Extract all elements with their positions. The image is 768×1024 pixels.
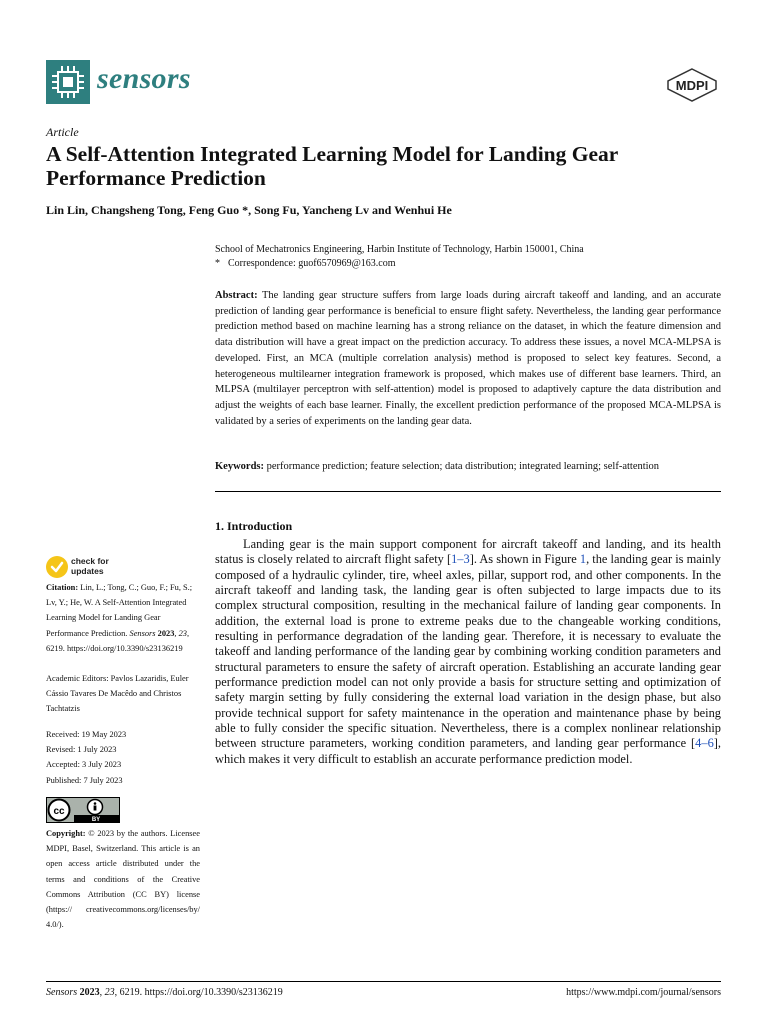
check-updates-line1: check for	[71, 556, 109, 566]
reference-link[interactable]: 4–6	[695, 736, 714, 751]
cc-by-license-icon[interactable]	[46, 797, 120, 823]
author-list: Lin Lin, Changsheng Tong, Feng Guo *, Song Fu, Yancheng Lv and Wenhui He	[46, 203, 452, 217]
intro-text: Landing gear is the main support component for aircraft takeoff and landing, and its health status is closely related to aircraft flight safety [	[215, 537, 721, 567]
journal-logo-icon	[46, 60, 90, 104]
journal-name[interactable]: sensors	[97, 62, 191, 95]
accepted-date: Accepted: 3 July 2023	[46, 760, 122, 770]
citation-journal: Sensors	[129, 628, 156, 638]
intro-text: ]. As shown in Figure	[469, 552, 580, 567]
intro-text: ], which makes it very difficult to establish an accurate performance prediction model.	[215, 736, 721, 766]
abstract-label: Abstract:	[215, 290, 258, 301]
check-icon	[46, 556, 68, 578]
introduction-paragraph	[215, 537, 721, 767]
citation-volume: , 23	[174, 628, 187, 638]
publication-dates	[46, 727, 200, 788]
citation-doi[interactable]: , 6219. https://doi.org/10.3390/s23136219	[46, 628, 190, 653]
keywords-label: Keywords:	[215, 461, 264, 472]
article-title: A Self-Attention Integrated Learning Model for Landing Gear Performance Prediction	[46, 142, 618, 190]
published-date: Published: 7 July 2023	[46, 775, 123, 785]
section-heading: 1. Introduction	[215, 519, 293, 533]
footer-divider	[46, 981, 721, 982]
abstract-text: The landing gear structure suffers from large loads during aircraft takeoff and landing, and an accurate prediction of landing gear performance is beneficial to ensure flight safety. Nevertheless, the landing gear performance prediction method based on machine learning has a strong reliance on the dataset, in which the feature dimension and data distribution will have a great impact on the prediction accuracy. To address these issues, a novel MCA-MLPSA is developed. First, an MCA (multiple correlation analysis) method is proposed to select key features. Second, a heterogeneous multilearner integration framework is proposed, which makes use of different base learners. Third, an MLPSA (multilayer perceptron with self-attention) model is proposed to adaptively capture the data distribution and adjust the weights of each base learner. Finally, the excellent prediction performance of the proposed MCA-MLPSA is validated by a series of experiments on the landing gear data.	[215, 290, 722, 427]
keywords	[215, 459, 735, 474]
correspondence-star: *	[215, 258, 220, 269]
citation	[46, 580, 200, 656]
academic-editors: Academic Editors: Pavlos Lazaridis, Euler Cássio Tavares De Macêdo and Christos Tachtatzis	[46, 674, 189, 714]
revised-date: Revised: 1 July 2023	[46, 745, 117, 755]
divider	[215, 491, 721, 492]
footer-doi[interactable]: , 6219. https://doi.org/10.3390/s23136219	[114, 987, 283, 998]
copyright-text: © 2023 by the authors. Licensee MDPI, Basel, Switzerland. This article is an open access article distributed under the terms and conditions of the Creative Commons Attribution (CC BY) license (https:// creativecommons.org/licenses/by/ 4.0/).	[46, 829, 200, 930]
copyright-label: Copyright:	[46, 829, 86, 838]
footer-year: 2023	[79, 987, 100, 998]
footer-citation: Sensors 2023, 23, 6219. https://doi.org/10.3390/s23136219	[46, 987, 283, 998]
keywords-text: performance prediction; feature selection; data distribution; integrated learning; self-attention	[266, 461, 660, 472]
check-for-updates-button[interactable]	[46, 556, 126, 578]
svg-text:cc: cc	[53, 806, 65, 817]
reference-link[interactable]: 1–3	[451, 552, 470, 567]
received-date: Received: 19 May 2023	[46, 730, 127, 739]
affiliation-block	[215, 243, 584, 271]
abstract	[215, 288, 721, 429]
figure-link[interactable]: 1	[579, 552, 587, 567]
article-type: Article	[46, 125, 79, 139]
intro-text: , the landing gear is mainly composed of a hydraulic cylinder, tire, wheel axles, pillar, support rod, and other components. In the aircraft takeoff and landing task, the landing gear is often subjected to large impacts due to its complex structural composition, resulting in the mechanical failure of landing gear components. In addition, the external load is prone to extreme peaks due to the changeable working conditions, resulting in performance degradation of the landing gear. Therefore, it is necessary to evaluate the takeoff and landing performance of the landing gear by combining working condition parameters and structural parameters to ensure the safety of aircraft operation. Establishing an accurate landing gear performance prediction model can not only provide a basis for structure setting and optimization of safety margin setting by fully considering the external load variation in the design phase, but also provide technical support for safety maintenance in the operation and maintenance phase by being able to fully consider the specific situation. Nevertheless, there is a complex nonlinear relationship between structure parameters, working condition parameters, and landing gear performance [	[215, 552, 722, 751]
correspondence-email[interactable]: Correspondence: guof6570969@163.com	[228, 258, 396, 269]
citation-label: Citation:	[46, 583, 79, 592]
footer-journal-url[interactable]: https://www.mdpi.com/journal/sensors	[566, 987, 721, 998]
citation-year: 2023	[155, 628, 175, 638]
check-updates-label	[71, 557, 109, 576]
affiliation: School of Mechatronics Engineering, Harbin Institute of Technology, Harbin 150001, China	[215, 244, 584, 255]
mdpi-logo-text: MDPI	[675, 78, 709, 93]
check-updates-line2: updates	[71, 565, 104, 576]
mdpi-logo[interactable]	[666, 68, 718, 102]
copyright-notice	[46, 826, 200, 932]
correspondence	[215, 257, 584, 271]
footer-volume: 23	[104, 987, 115, 998]
footer-journal: Sensors	[46, 987, 78, 998]
citation-text: Lin, L.; Tong, C.; Guo, F.; Fu, S.; Lv, Y.; He, W. A Self-Attention Integrated Learning Model for Landing Gear Performance Prediction.	[46, 583, 193, 638]
cc-by-label: BY	[91, 817, 101, 823]
